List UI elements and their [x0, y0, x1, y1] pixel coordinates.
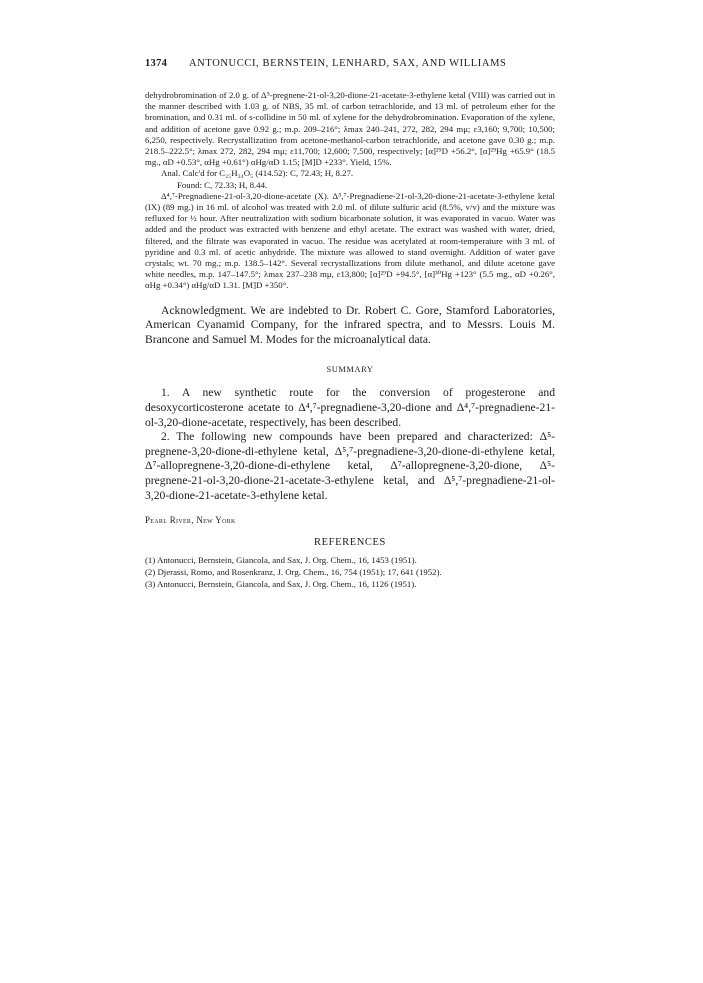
experimental-section — [145, 90, 555, 292]
summary-item-2: 2. The following new compounds have been prepared and characterized: Δ⁵-pregnene-3,20-dione-di-ethylene ketal, Δ⁵,⁷-pregnadiene-3,20-dione-di-ethylene ketal, Δ⁷-allopregnene-3,20-dione-di-ethylene ketal, Δ⁷-allopregnene-3,20-dione, Δ⁵-pregnene-21-ol-3,20-dione-21-acetate-3-ethylene ketal, and Δ⁵,⁷-pregnadiene-21-ol-3,20-dione-21-acetate-3-ethylene ketal. — [145, 430, 555, 502]
journal-page — [145, 58, 555, 590]
location-line: Pearl River, New York — [145, 515, 236, 526]
analysis-calculated: Anal. Calc'd for C₂₅H₃₄O₅ (414.52): C, 72.43; H, 8.27. — [161, 168, 354, 179]
experimental-paragraph-2: Δ⁴,⁷-Pregnadiene-21-ol-3,20-dione-acetate (X). Δ⁵,⁷-Pregnadiene-21-ol-3,20-dione-21-acetate-3-ethylene ketal (IX) (89 mg.) in 16 ml. of alcohol was treated with 2.0 ml. of dilute sulfuric acid (8.5%, v/v) and the mixture was refluxed for ½ hour. After neutralization with sodium bicarbonate solution, it was evaporated in vacuo. Water was added and the product was extracted with benzene and ethyl acetate. The extract was washed with water, dried, filtered, and the filtrate was evaporated in vacuo. The residue was acetylated at room-temperature with 3 ml. of pyridine and 0.3 ml. of acetic anhydride. The mixture was allowed to stand overnight. Addition of water gave crystals; wt. 70 mg.; m.p. 138.5–142°. Several recrystallizations from dilute methanol, and dilute acetone gave white needles, m.p. 147–147.5°; λmax 237–238 mμ, ε13,800; [α]²⁹D +94.5°, [α]³⁰Hg +123° (5.5 mg., αD +0.26°, αHg +0.34°) αHg/αD 1.31. [M]D +350°. — [145, 190, 555, 291]
reference-item: (1) Antonucci, Bernstein, Giancola, and Sax, J. Org. Chem., 16, 1453 (1951). — [145, 555, 417, 566]
references-heading: REFERENCES — [314, 537, 386, 549]
summary-heading: SUMMARY — [326, 365, 374, 375]
reference-item: (3) Antonucci, Bernstein, Giancola, and Sax, J. Org. Chem., 16, 1126 (1951). — [145, 579, 417, 590]
analysis-found: Found: C, 72.33; H, 8.44. — [177, 179, 268, 190]
summary-item-1: 1. A new synthetic route for the conversion of progesterone and desoxycorticosterone acetate to Δ⁴,⁷-pregnadiene-3,20-dione and Δ⁴,⁷-pregnadiene-21-ol-3,20-dione-acetate, respectively, has been described. — [145, 386, 555, 429]
page-header — [145, 58, 555, 74]
running-title: ANTONUCCI, BERNSTEIN, LENHARD, SAX, AND WILLIAMS — [189, 58, 507, 69]
acknowledgment: Acknowledgment. We are indebted to Dr. Robert C. Gore, Stamford Laboratories, American Cyanamid Company, for the infrared spectra, and to Messrs. Louis M. Brancone and Samuel M. Modes for the microanalytical data. — [145, 303, 555, 346]
page-number: 1374 — [145, 58, 168, 69]
experimental-paragraph-1: dehydrobromination of 2.0 g. of Δ⁵-pregnene-21-ol-3,20-dione-21-acetate-3-ethylene ketal (VIII) was carried out in the manner described with 1.03 g. of NBS, 35 ml. of carbon tetrachloride, and 13 ml. of petroleum ether for the bromination, and 0.31 ml. of s-collidine in 50 ml. of xylene for the dehydrobromination. Evaporation of the xylene, and addition of acetone gave 0.92 g.; m.p. 209–216°; λmax 240–241, 272, 282, 294 mμ; ε3,160; 9,700; 10,500; 6,250, respectively. Recrystallization from acetone-methanol-carbon tetrachloride, and acetone gave 0.30 g.; m.p. 218.5–222.5°; λmax 272, 282, 294 mμ; ε11,700; 12,600; 7,500, respectively; [α]²⁹D +56.2°, [α]²⁹Hg +65.9° (18.5 mg., αD +0.53°, αHg +0.61°) αHg/αD 1.15; [M]D +233°. Yield, 15%. — [145, 90, 555, 168]
reference-item: (2) Djerassi, Romo, and Rosenkranz, J. Org. Chem., 16, 754 (1951); 17, 641 (1952). — [145, 567, 442, 578]
